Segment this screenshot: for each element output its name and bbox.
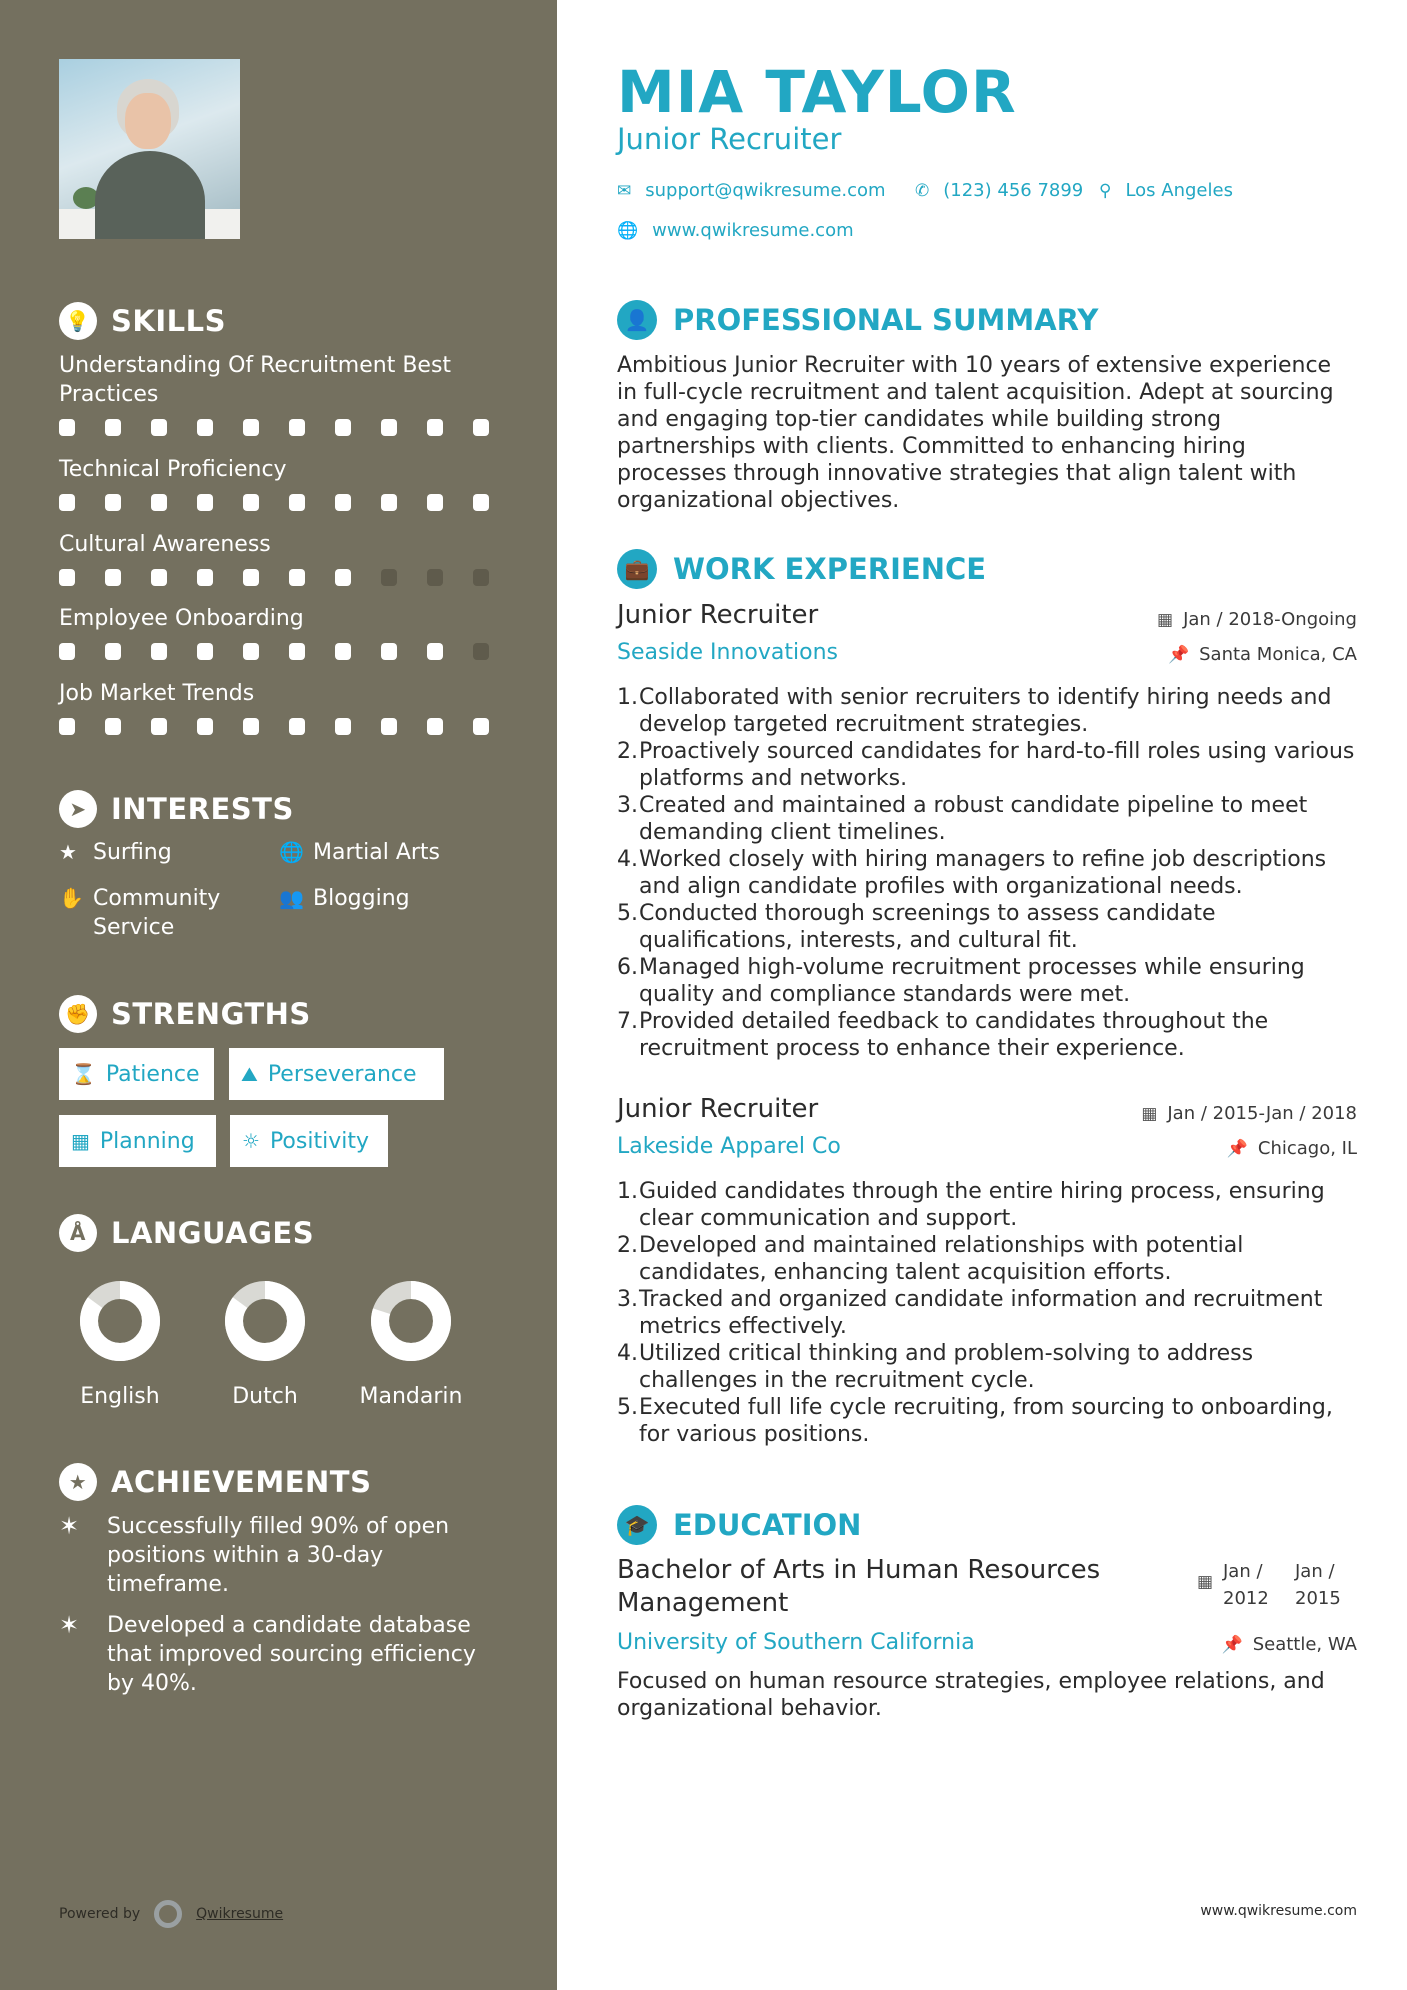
skill-name: Cultural Awareness [59,532,271,557]
skill-dot [105,718,121,735]
achievement-item: ✶ Developed a candidate database that improved sourcing efficiency by 40%. [59,1611,476,1696]
language-item [50,1278,190,1409]
achievements-heading: ★ ACHIEVEMENTS [59,1463,371,1501]
contact-website[interactable]: 🌐 www.qwikresume.com [617,220,854,241]
work-heading: 💼 WORK EXPERIENCE [617,549,986,589]
skill-dot [243,494,259,511]
briefcase-icon: 💼 [617,549,657,589]
skill-dot [473,718,489,735]
education-location: 📌 Seattle, WA [1221,1634,1357,1655]
duty-text: Worked closely with hiring managers to refine job descriptions and align candidate profiles with organizational needs. [639,847,1327,899]
skill-dot [197,569,213,586]
interest-item: ✋ Community Service [59,886,221,940]
user-icon: 👤 [617,300,657,340]
skill-dot [473,569,489,586]
skill-dot [151,419,167,436]
skill-dot [59,494,75,511]
skill-item [59,455,499,511]
skill-dot [105,643,121,660]
sun-icon: ☼ [242,1129,260,1153]
skill-item [59,604,499,660]
duty-number: 5. [617,1395,638,1420]
qwikresume-logo-icon [154,1900,182,1928]
sidebar [0,0,557,1990]
skill-dot [289,569,305,586]
duty-item [617,900,1362,954]
interest-item: 🌐 Martial Arts [279,840,441,865]
skill-dot [473,643,489,660]
skill-dot [473,419,489,436]
skill-dot [151,643,167,660]
skill-dot [59,643,75,660]
pin-icon: 📌 [1167,644,1190,665]
profile-photo [59,59,240,239]
duty-number: 3. [617,793,638,818]
footer-url[interactable]: www.qwikresume.com [1200,1903,1357,1919]
skill-dot [151,569,167,586]
language-item [341,1278,481,1409]
skill-rating [59,718,499,735]
degree: Bachelor of Arts in Human Resources Management [617,1555,1101,1618]
skill-dot [197,643,213,660]
skill-dot [473,494,489,511]
job-title: Junior Recruiter [617,1094,819,1124]
duty-number: 2. [617,1233,638,1258]
calendar-icon: ▦ [1196,1572,1213,1592]
skill-name: Technical Proficiency [59,457,287,482]
skills-heading: 💡 SKILLS [59,302,226,340]
job-date: ▦ Jan / 2018-Ongoing [1157,609,1357,630]
fist-icon: ✊ [59,995,97,1033]
badge-icon: ★ [59,1463,97,1501]
powered-by: Powered by Qwikresume [59,1900,283,1928]
skill-dot [59,419,75,436]
skill-item [59,530,499,586]
skill-dot [289,643,305,660]
language-item [195,1278,335,1409]
skill-dot [197,494,213,511]
skill-dot [381,718,397,735]
skill-dot [289,718,305,735]
skill-dot [381,494,397,511]
phone-icon: ✆ [915,180,930,201]
job-title: Junior Recruiter [617,600,819,630]
skill-dot [105,419,121,436]
calendar-icon: ▦ [71,1129,90,1153]
hourglass-icon: ⌛ [71,1062,96,1086]
education-heading: 🎓 EDUCATION [617,1505,861,1545]
paper-plane-icon: ➤ [59,790,97,828]
skill-dot [427,718,443,735]
achievement-item: ✶ Successfully filled 90% of open positions within a 30-day timeframe. [59,1512,450,1597]
education-description: Focused on human resource strategies, employee relations, and organizational behavior. [617,1669,1325,1721]
duty-text: Guided candidates through the entire hiring process, ensuring clear communication and support. [639,1179,1325,1231]
globe-icon: 🌐 [617,220,639,241]
graduation-icon: 🎓 [617,1505,657,1545]
duty-item [617,792,1362,846]
language-ring [368,1278,454,1364]
skill-dot [59,569,75,586]
skill-dot [335,643,351,660]
job-duties [617,1178,1362,1448]
duty-number: 2. [617,739,638,764]
job-duties [617,684,1362,1062]
duty-item [617,684,1362,738]
interest-item: 👥 Blogging [279,886,410,911]
skill-dot [243,718,259,735]
star-burst-icon: ✶ [59,1512,80,1540]
skill-item [59,351,499,436]
skill-dot [335,494,351,511]
skill-dot [335,569,351,586]
duty-text: Tracked and organized candidate information and recruitment metrics effectively. [639,1287,1323,1339]
skill-dot [197,718,213,735]
duty-text: Created and maintained a robust candidate pipeline to meet demanding client timelines. [639,793,1308,845]
skill-dot [427,494,443,511]
strength-chip: ⛰ Perseverance [229,1048,444,1100]
duty-item [617,846,1362,900]
skill-dot [381,419,397,436]
users-icon: 👥 [279,886,304,910]
duty-item [617,1340,1362,1394]
duty-text: Proactively sourced candidates for hard-to-fill roles using various platforms and networks. [639,739,1355,791]
duty-number: 1. [617,1179,638,1204]
skill-rating [59,569,499,586]
summary-text: Ambitious Junior Recruiter with 10 years of extensive experience in full-cycle recruitment and talent acquisition. Adept at sourcing and engaging top-tier candidates while building strong partnerships with clients. Committed to enhancing hiring processes through innovative strategies that align talent with organizational objectives. [617,353,1334,513]
skill-dot [105,494,121,511]
duty-text: Provided detailed feedback to candidates throughout the recruitment process to enhance their experience. [639,1009,1269,1061]
skill-dot [243,569,259,586]
skill-rating [59,494,499,511]
skill-dot [105,569,121,586]
duty-text: Executed full life cycle recruiting, from sourcing to onboarding, for various positions. [639,1395,1333,1447]
language-icon: Å [59,1214,97,1252]
skill-dot [151,494,167,511]
interests-heading: ➤ INTERESTS [59,790,294,828]
duty-item [617,1394,1362,1448]
skill-dot [381,569,397,586]
pin-icon: 📌 [1221,1634,1243,1655]
globe-icon: 🌐 [279,840,304,864]
road-icon: ⛰ [241,1062,258,1086]
language-name: English [80,1384,160,1409]
job-date: ▦ Jan / 2015-Jan / 2018 [1141,1103,1357,1124]
skill-dot [243,643,259,660]
skill-dot [243,419,259,436]
skill-dot [197,419,213,436]
duty-text: Collaborated with senior recruiters to identify hiring needs and develop targeted recruitment strategies. [639,685,1332,737]
candidate-name: MIA TAYLOR [617,58,1017,126]
skill-name: Job Market Trends [59,681,255,706]
job-company: Seaside Innovations [617,640,838,665]
duty-item [617,954,1362,1008]
contact-phone[interactable]: ✆ (123) 456 7899 [915,180,1084,201]
lightbulb-icon: 💡 [59,302,97,340]
duty-text: Utilized critical thinking and problem-solving to address challenges in the recruitment cycle. [639,1341,1254,1393]
duty-item [617,1008,1362,1062]
duty-item [617,1232,1362,1286]
duty-number: 3. [617,1287,638,1312]
duty-text: Managed high-volume recruitment processes while ensuring quality and compliance standards were met. [639,955,1305,1007]
skill-name: Understanding Of Recruitment Best Practices [59,353,452,407]
skill-dot [427,643,443,660]
duty-item [617,738,1362,792]
star-burst-icon: ✶ [59,1611,80,1639]
language-name: Mandarin [359,1384,463,1409]
strength-chip: ▦ Planning [59,1115,216,1167]
skill-rating [59,419,499,436]
skill-dot [335,718,351,735]
job-location: 📌 Chicago, IL [1226,1138,1357,1159]
skill-dot [381,643,397,660]
strength-chip: ⌛ Patience [59,1048,214,1100]
duty-item [617,1178,1362,1232]
job-company: Lakeside Apparel Co [617,1134,841,1159]
envelope-icon: ✉ [617,180,632,201]
duty-number: 5. [617,901,638,926]
skill-dot [335,419,351,436]
skill-item [59,679,499,735]
duty-number: 6. [617,955,638,980]
languages-heading: Å LANGUAGES [59,1214,314,1252]
skill-name: Employee Onboarding [59,606,304,631]
contact-email[interactable]: ✉ support@qwikresume.com [617,180,886,201]
duty-text: Developed and maintained relationships with potential candidates, enhancing talent acquisition efforts. [639,1233,1244,1285]
strength-chip: ☼ Positivity [230,1115,388,1167]
skill-dot [427,569,443,586]
skill-dot [289,419,305,436]
strengths-heading: ✊ STRENGTHS [59,995,311,1033]
contact-location: ⚲ Los Angeles [1099,180,1233,201]
duty-number: 1. [617,685,638,710]
calendar-icon: ▦ [1141,1103,1158,1124]
hand-icon: ✋ [59,886,84,910]
skill-rating [59,643,499,660]
candidate-role: Junior Recruiter [617,122,842,156]
language-ring [77,1278,163,1364]
skill-dot [59,718,75,735]
summary-heading: 👤 PROFESSIONAL SUMMARY [617,300,1098,340]
skill-dot [289,494,305,511]
skill-dot [151,718,167,735]
skill-dot [427,419,443,436]
calendar-icon: ▦ [1157,609,1174,630]
school: University of Southern California [617,1630,975,1655]
job-location: 📌 Santa Monica, CA [1167,644,1357,665]
duty-number: 4. [617,1341,638,1366]
interest-item: ★ Surfing [59,840,172,865]
map-pin-icon: ⚲ [1099,180,1112,201]
duty-number: 4. [617,847,638,872]
star-icon: ★ [59,840,77,864]
language-ring [222,1278,308,1364]
qwikresume-link[interactable]: Qwikresume [196,1906,284,1922]
duty-item [617,1286,1362,1340]
main-content [557,0,1407,1990]
duty-text: Conducted thorough screenings to assess candidate qualifications, interests, and cultural fit. [639,901,1216,953]
duty-number: 7. [617,1009,638,1034]
pin-icon: 📌 [1226,1138,1248,1159]
language-name: Dutch [232,1384,298,1409]
education-dates: ▦ Jan / 2012 Jan / 2015 [1196,1561,1341,1609]
